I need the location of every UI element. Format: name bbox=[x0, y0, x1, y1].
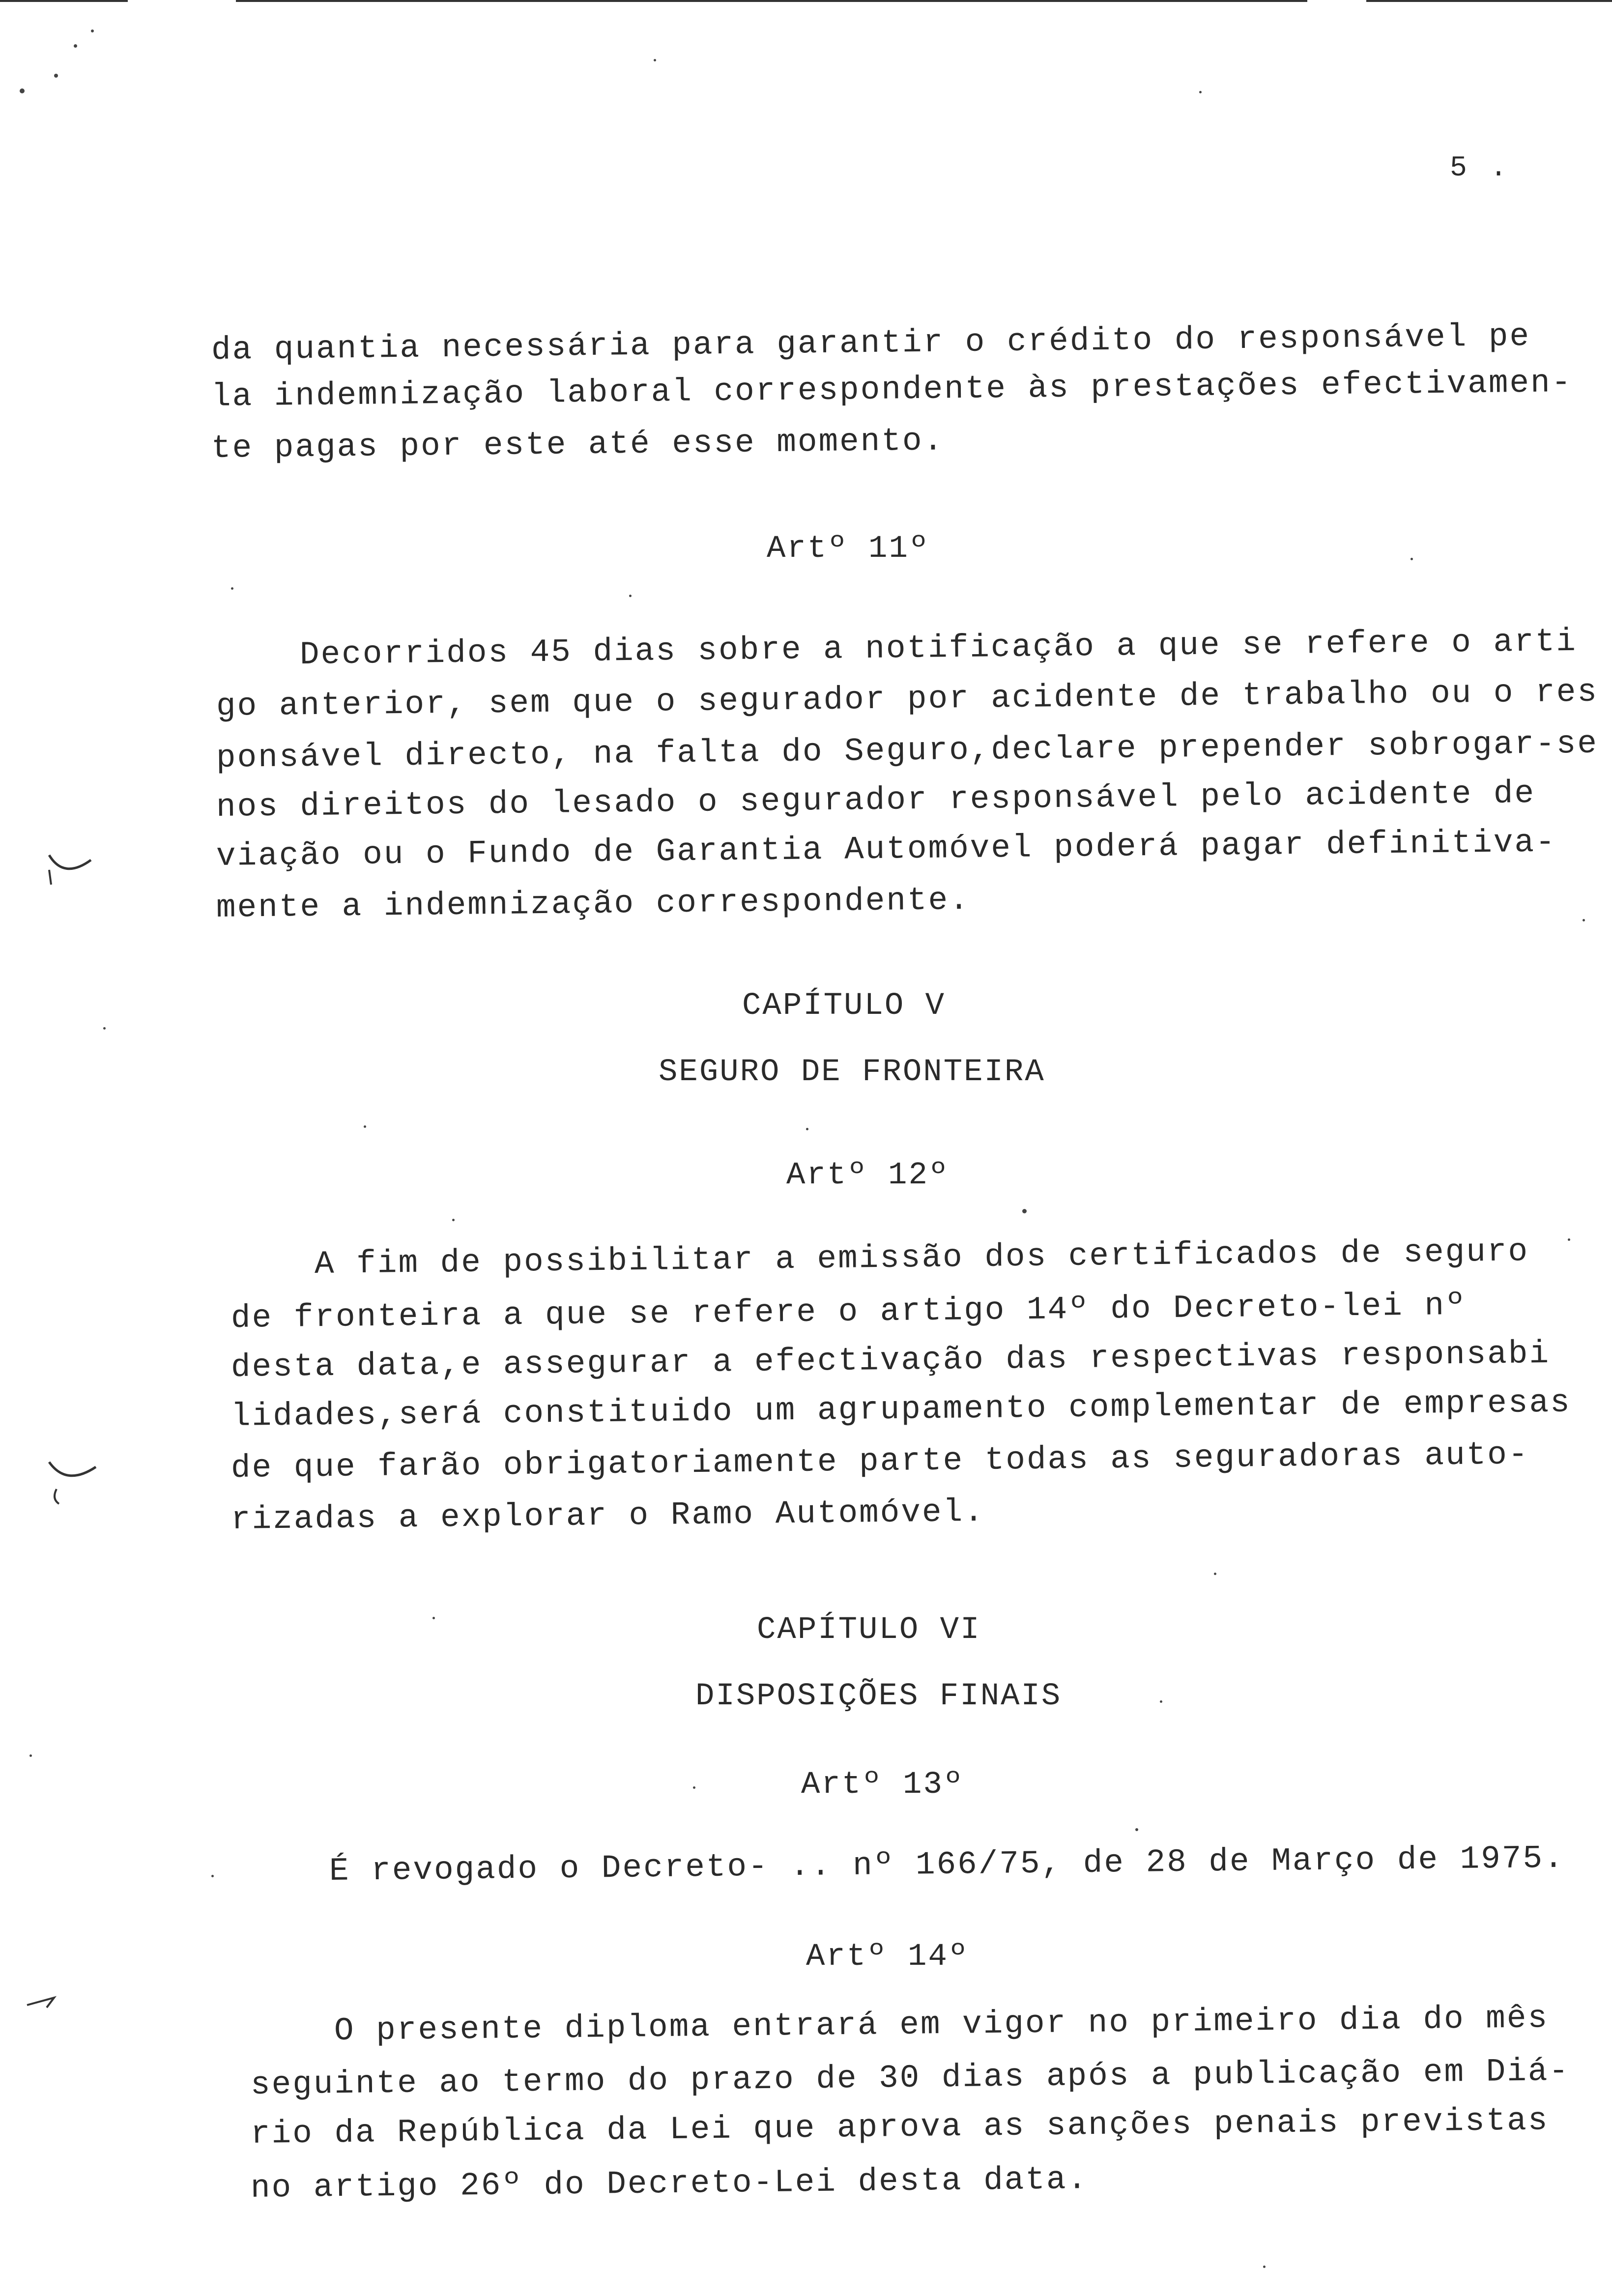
article-11-line: go anterior, sem que o segurador por acidente de trabalho ou o res bbox=[216, 673, 1599, 725]
article-14-line: rio da República da Lei que aprova as sanções penais previstas bbox=[250, 2102, 1549, 2152]
scan-speck bbox=[103, 1027, 106, 1030]
margin-check-mark bbox=[44, 1455, 113, 1509]
scan-speck bbox=[1410, 558, 1413, 560]
top-edge-rule bbox=[0, 0, 128, 2]
scan-speck bbox=[1160, 1700, 1162, 1703]
article-12-line: de que farão obrigatoriamente parte todas as seguradoras auto- bbox=[230, 1436, 1529, 1487]
article-11-line: ponsável directo, na falta do Seguro,declare prepender sobrogar-se bbox=[216, 725, 1599, 776]
article-11-line: viação ou o Fundo de Garantia Automóvel poderá pagar definitiva- bbox=[216, 824, 1557, 875]
scan-speck bbox=[1263, 2266, 1266, 2268]
article-11-line: nos direitos do lesado o segurador responsável pelo acidente de bbox=[216, 775, 1536, 826]
top-edge-rule bbox=[1366, 0, 1612, 2]
article-heading-12: Artº 12º bbox=[786, 1158, 950, 1193]
article-14-line: O presente diploma entrará em vigor no primeiro dia do mês bbox=[334, 2000, 1549, 2049]
article-12-line: A fim de possibilitar a emissão dos certificados de seguro bbox=[314, 1233, 1529, 1283]
scan-speck bbox=[74, 44, 77, 48]
article-12-line: rizadas a explorar o Ramo Automóvel. bbox=[230, 1493, 985, 1538]
intro-line: da quantia necessária para garantir o crédito do responsável pe bbox=[211, 317, 1531, 369]
scan-speck bbox=[1199, 91, 1202, 93]
chapter-title: CAPÍTULO V bbox=[742, 988, 946, 1024]
margin-check-mark bbox=[44, 845, 103, 890]
article-14-line: no artigo 26º do Decreto-Lei desta data. bbox=[250, 2161, 1089, 2207]
article-12-line: lidades,será constituido um agrupamento complementar de empresas bbox=[230, 1384, 1572, 1435]
top-edge-rule bbox=[236, 0, 1307, 2]
margin-arrow-mark bbox=[25, 1990, 64, 2015]
scan-speck bbox=[654, 59, 656, 61]
chapter-subtitle: DISPOSIÇÕES FINAIS bbox=[695, 1679, 1062, 1714]
article-14-line: seguinte ao termo do prazo de 30 dias após a publicação em Diá- bbox=[250, 2052, 1570, 2103]
scan-speck bbox=[1214, 1573, 1216, 1575]
article-heading-11: Artº 11º bbox=[767, 531, 930, 567]
scan-speck bbox=[91, 29, 94, 32]
page-number: 5 . bbox=[1450, 152, 1510, 184]
intro-line: te pagas por este até esse momento. bbox=[211, 422, 945, 467]
scan-speck bbox=[629, 595, 632, 597]
scan-speck bbox=[29, 1754, 32, 1757]
article-12-line: de fronteira a que se refere o artigo 14º do Decreto-lei nº bbox=[230, 1287, 1467, 1337]
scan-speck bbox=[1135, 1828, 1138, 1831]
article-heading-14: Artº 14º bbox=[806, 1939, 969, 1975]
article-11-line: Decorridos 45 dias sobre a notificação a que se refere o arti bbox=[299, 623, 1578, 673]
scan-speck bbox=[1583, 919, 1585, 921]
scan-speck bbox=[1022, 1209, 1027, 1213]
chapter-subtitle: SEGURO DE FRONTEIRA bbox=[659, 1055, 1045, 1090]
article-11-line: mente a indemnização correspondente. bbox=[216, 881, 971, 926]
scan-speck bbox=[693, 1786, 695, 1789]
scan-speck bbox=[231, 587, 233, 590]
scan-speck bbox=[432, 1617, 435, 1619]
article-heading-13: Artº 13º bbox=[801, 1767, 964, 1803]
scan-speck bbox=[54, 74, 58, 78]
scan-speck bbox=[806, 1128, 808, 1130]
intro-line: la indemnização laboral correspondente às prestações efectivamen- bbox=[211, 364, 1573, 415]
scan-speck bbox=[211, 1875, 214, 1877]
scan-speck bbox=[20, 88, 25, 93]
scan-speck bbox=[452, 1219, 455, 1221]
chapter-title: CAPÍTULO VI bbox=[757, 1612, 981, 1648]
article-13-line: É revogado o Decreto- .. nº 166/75, de 28 de Março de 1975. bbox=[329, 1839, 1565, 1890]
article-12-line: desta data,e assegurar a efectivação das respectivas responsabi bbox=[230, 1335, 1551, 1386]
scan-speck bbox=[1568, 1238, 1570, 1241]
scan-speck bbox=[364, 1125, 366, 1128]
